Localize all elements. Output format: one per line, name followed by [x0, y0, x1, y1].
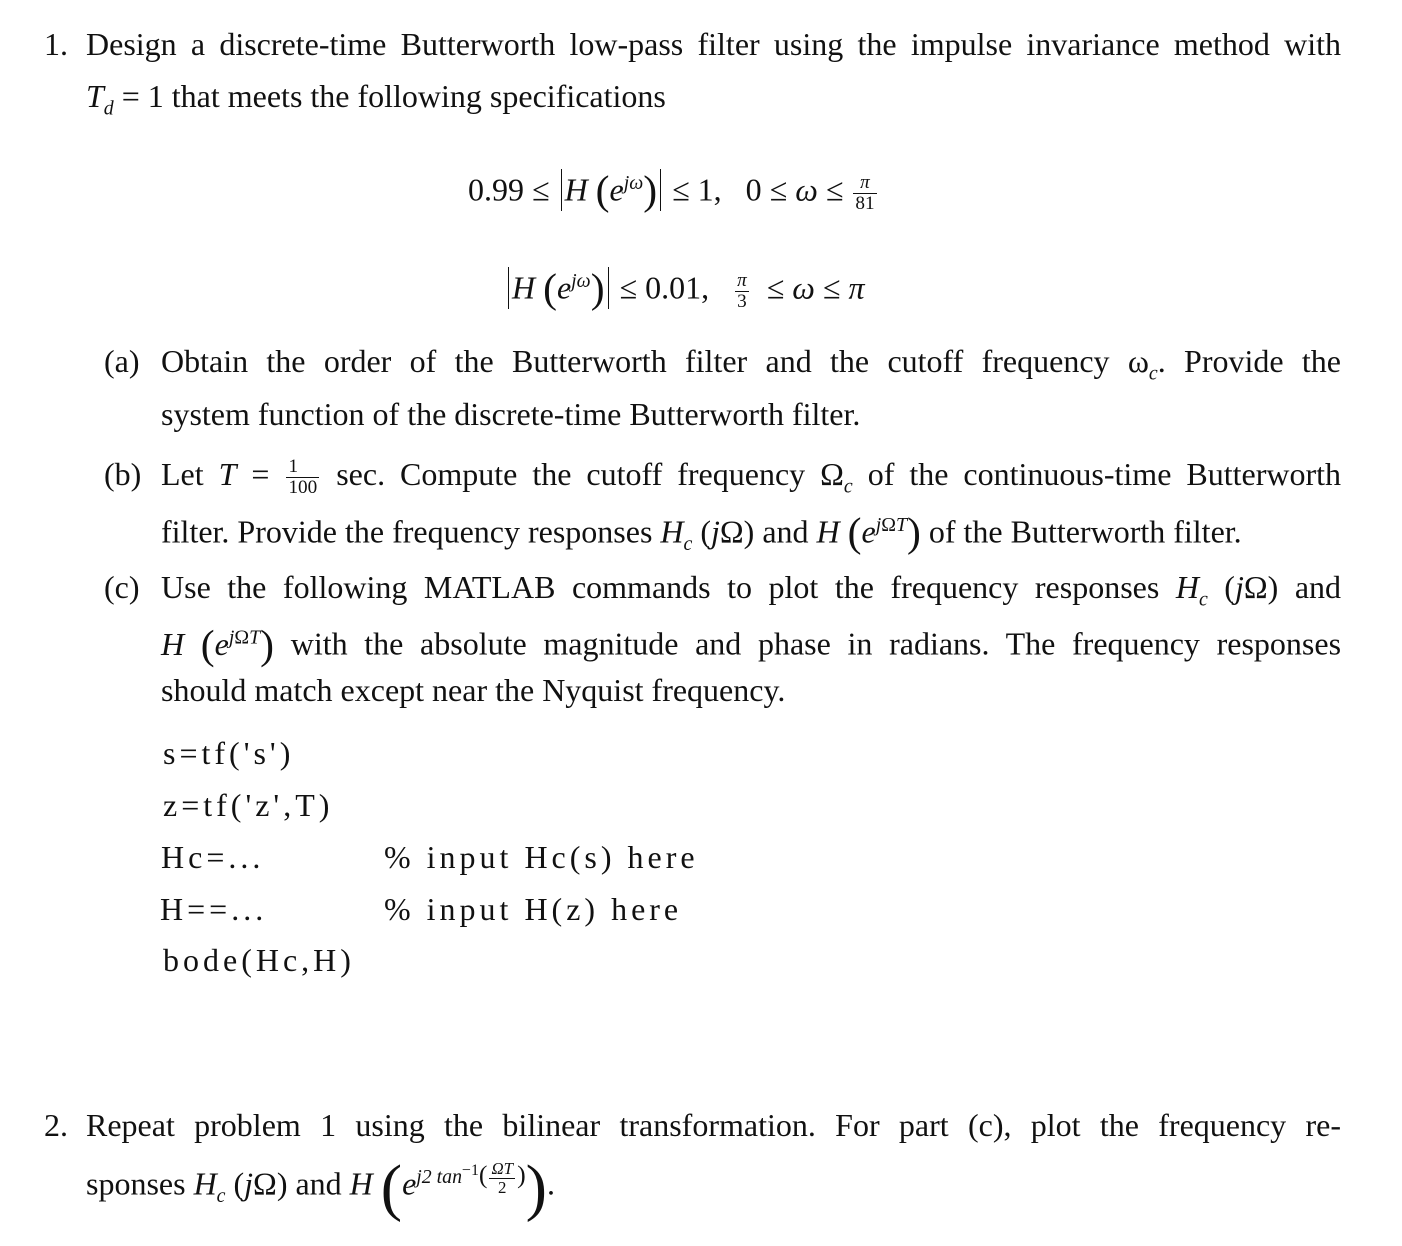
part-c-line3: should match except near the Nyquist frequency.	[161, 672, 786, 708]
problem-1-number: 1.	[44, 26, 68, 62]
problem-2-fraction: $\frac{\Omega T}{2}$	[491, 1159, 514, 1197]
spec-stopband: H $(e^{j\omega}) \le 0.01$, $\frac{\pi}{3}$ ≤ ω ≤ π	[505, 264, 864, 312]
intro-line2-rest: = 1 that meets the following specifications	[121, 78, 666, 114]
problem-2-line1: Repeat problem 1 using the bilinear transformation. For part (c), plot the frequency re-	[86, 1107, 1341, 1143]
part-b-line1: Let T = $\frac{1}{100}$ sec. Compute the cutoff frequency $\Omega_c$ of the continuous-time Butterworth	[161, 456, 1342, 499]
code-line-3-comment: % input Hc(s) here	[384, 839, 699, 875]
code-line-2: z=tf('z',T)	[163, 787, 334, 823]
td-symbol: T	[86, 78, 104, 114]
spec2-bound: 0.01	[645, 269, 702, 306]
code-line-3-cmd: Hc=...	[161, 839, 265, 875]
spec-passband: 0.99 ≤ H $(e^{j\omega}) \le 1$, 0 ≤ ω ≤ $\frac{\pi}{81}$	[468, 167, 875, 214]
part-b-fraction: $\frac{1}{100}$	[288, 456, 318, 499]
code-line-4-cmd: H==...	[160, 891, 268, 927]
part-a-line1: Obtain the order of the Butterworth filter and the cutoff frequency $\omega_c$. Provide the	[161, 343, 1342, 385]
spec1-omega-low: 0	[745, 171, 762, 208]
part-b-line2: filter. Provide the frequency responses $H_c$ (jΩ) and H $(e^{j\Omega T})$ of the Butterworth filter.	[161, 509, 1242, 556]
code-line-5: bode(Hc,H)	[163, 942, 355, 978]
spec2-band-fraction: $\frac{\pi}{3}$	[737, 269, 747, 312]
part-c-line2: H $(e^{j\Omega T})$ with the absolute magnitude and phase in radians. The frequency responses	[161, 621, 1342, 667]
code-line-1: s=tf('s')	[163, 735, 295, 771]
spec1-band-fraction: $\frac{\pi}{81}$	[855, 171, 875, 214]
spec1-lower: 0.99	[468, 171, 524, 208]
td-subscript: d	[103, 97, 114, 120]
part-a-line2: system function of the discrete-time Butterworth filter.	[161, 396, 861, 432]
part-a-label: (a)	[104, 343, 140, 379]
part-c-label: (c)	[104, 569, 140, 605]
code-line-4-comment: % input H(z) here	[384, 891, 683, 927]
spec2-upper: π	[848, 269, 865, 306]
problem-1-intro-line1: Design a discrete-time Butterworth low-pass filter using the impulse invariance method with	[86, 26, 1341, 62]
spec1-upper: 1	[697, 171, 714, 208]
problem-1-intro-line2	[86, 78, 666, 120]
problem-2-line2: sponses $H_c$ (jΩ) and H $(e^{j2 tan^{-1}( \frac{\Omega T}{2} )})$.	[86, 1151, 555, 1223]
problem-2-number: 2.	[44, 1107, 68, 1143]
part-c-line1: Use the following MATLAB commands to plot the frequency responses $H_c$ (jΩ) and	[161, 569, 1342, 611]
part-b-label: (b)	[104, 456, 142, 492]
